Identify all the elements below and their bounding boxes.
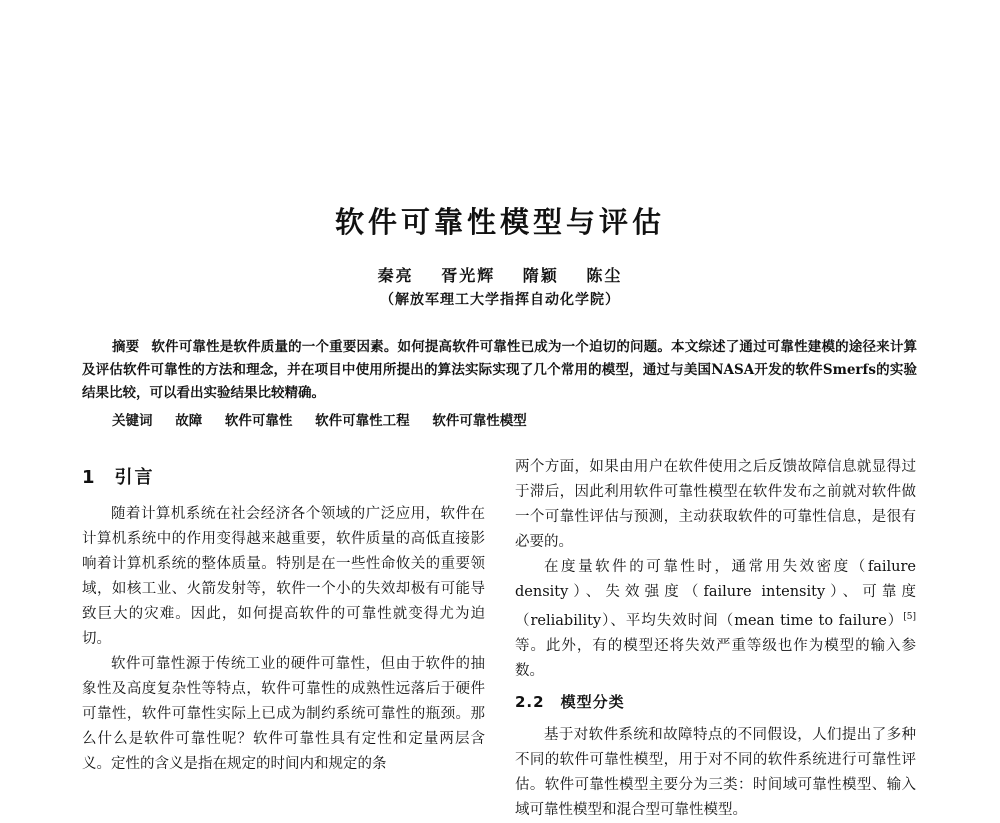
paragraph: 软件可靠性源于传统工业的硬件可靠性，但由于软件的抽象性及高度复杂性等特点，软件可靠性的成熟性远落后于硬件可靠性，软件可靠性实际上已成为制约系统可靠性的瓶颈。那么什么是软件可靠性呢？软件可靠性具有定性和定量两层含义。定性的含义是指在规定的时间内和规定的条 bbox=[82, 656, 485, 772]
keyword: 软件可靠性模型 bbox=[432, 413, 527, 429]
author-name: 胥光辉 bbox=[441, 266, 496, 285]
subsection-number: 2.2 bbox=[515, 692, 545, 711]
keyword: 软件可靠性 bbox=[224, 413, 293, 429]
section-title: 引言 bbox=[114, 467, 155, 488]
keyword: 软件可靠性工程 bbox=[315, 413, 410, 429]
author-list bbox=[0, 263, 1000, 286]
right-column bbox=[515, 455, 916, 823]
citation-ref: [5] bbox=[903, 612, 916, 622]
author-name: 陈尘 bbox=[586, 266, 623, 285]
paragraph: 两个方面，如果由用户在软件使用之后反馈故障信息就显得过于滞后，因此利用软件可靠性模型在软件发布之前就对软件做一个可靠性评估与预测，主动获取软件的可靠性信息，是很有必要的。 bbox=[515, 459, 916, 550]
paragraph-text: 等。此外，有的模型还将失效严重等级也作为模型的输入参数。 bbox=[515, 637, 916, 679]
abstract bbox=[82, 336, 917, 405]
author-name: 隋颖 bbox=[522, 266, 559, 285]
abstract-text: 软件可靠性是软件质量的一个重要因素。如何提高软件可靠性已成为一个迫切的问题。本文综述了通过可靠性建模的途径来计算及评估软件可靠性的方法和理念，并在项目中使用所提出的算法实际实现了几个常用的模型，通过与美国NASA开发的软件Smerfs的实验结果比较，可以看出实验结果比较精确。 bbox=[82, 339, 918, 401]
paragraph: 随着计算机系统在社会经济各个领域的广泛应用，软件在计算机系统中的作用变得越来越重要，软件质量的高低直接影响着计算机系统的整体质量。特别是在一些性命攸关的重要领域，如核工业、火箭发射等，软件一个小的失效却极有可能导致巨大的灾难。因此，如何提高软件的可靠性就变得尤为迫切。 bbox=[82, 506, 485, 647]
keyword: 故障 bbox=[175, 413, 203, 429]
paper-title: 软件可靠性模型与评估 bbox=[334, 205, 665, 239]
section-number: 1 bbox=[82, 467, 97, 488]
keywords-label: 关键词 bbox=[112, 413, 153, 429]
abstract-label: 摘要 bbox=[112, 339, 140, 355]
left-column bbox=[82, 455, 485, 777]
paragraph-text: 在度量软件的可靠性时，通常用失效密度（failure density）、失效强度（failure intensity）、可靠度（reliability）、平均失效时间（mean time to failure） bbox=[515, 559, 916, 629]
section-heading bbox=[82, 465, 485, 490]
subsection-title: 模型分类 bbox=[560, 692, 625, 711]
paragraph bbox=[515, 555, 916, 684]
author-name: 秦亮 bbox=[377, 266, 414, 285]
affiliation: （解放军理工大学指挥自动化学院） bbox=[380, 292, 620, 308]
subsection-heading bbox=[515, 690, 916, 715]
paragraph: 基于对软件系统和故障特点的不同假设，人们提出了多种不同的软件可靠性模型，用于对不同的软件系统进行可靠性评估。软件可靠性模型主要分为三类：时间域可靠性模型、输入域可靠性模型和混合型可靠性模型。 bbox=[515, 726, 916, 818]
keywords bbox=[112, 409, 912, 429]
